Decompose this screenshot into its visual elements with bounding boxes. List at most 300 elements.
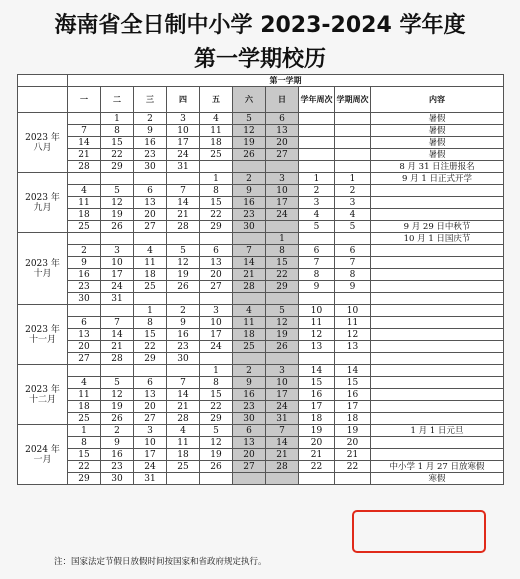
day-cell: 11 (68, 389, 101, 401)
day-cell: 23 (101, 461, 134, 473)
table-row (18, 401, 504, 413)
day-cell: 3 (101, 245, 134, 257)
day-cell: 16 (101, 449, 134, 461)
table-row (18, 449, 504, 461)
day-cell: 26 (200, 461, 233, 473)
semester-week-cell: 12 (335, 329, 371, 341)
day-cell: 10 (101, 257, 134, 269)
table-row (18, 461, 504, 473)
day-cell: 12 (167, 257, 200, 269)
table-row (18, 149, 504, 161)
day-cell (233, 353, 266, 365)
day-cell: 18 (233, 329, 266, 341)
day-cell: 6 (134, 377, 167, 389)
day-cell: 18 (134, 269, 167, 281)
month-label (18, 365, 68, 425)
day-cell: 15 (101, 137, 134, 149)
day-cell: 15 (134, 329, 167, 341)
day-cell: 12 (200, 437, 233, 449)
day-cell: 29 (101, 161, 134, 173)
school-week-cell: 12 (299, 329, 335, 341)
table-row (18, 317, 504, 329)
school-week-cell: 10 (299, 305, 335, 317)
semester-week-cell: 16 (335, 389, 371, 401)
header-corner (18, 75, 68, 87)
day-cell: 19 (101, 209, 134, 221)
day-cell: 26 (101, 221, 134, 233)
day-cell: 17 (167, 137, 200, 149)
semester-week-cell: 10 (335, 305, 371, 317)
content-header: 内容 (371, 87, 504, 113)
day-cell: 26 (167, 281, 200, 293)
day-cell: 25 (68, 221, 101, 233)
day-cell: 2 (233, 173, 266, 185)
day-cell: 4 (68, 185, 101, 197)
day-cell (167, 233, 200, 245)
semester-week-cell (335, 473, 371, 485)
day-cell: 4 (233, 305, 266, 317)
table-row (18, 281, 504, 293)
day-cell: 19 (200, 449, 233, 461)
semester-week-cell (335, 233, 371, 245)
day-cell: 27 (266, 149, 299, 161)
content-cell: 暑假 (371, 113, 504, 125)
day-cell: 13 (134, 389, 167, 401)
school-week-cell: 1 (299, 173, 335, 185)
day-cell: 22 (134, 341, 167, 353)
day-cell (68, 365, 101, 377)
day-cell: 8 (68, 437, 101, 449)
day-cell: 15 (200, 197, 233, 209)
day-cell: 14 (233, 257, 266, 269)
content-cell (371, 449, 504, 461)
table-row (18, 353, 504, 365)
semester-week-cell: 2 (335, 185, 371, 197)
month-year: 2023 年 (25, 384, 60, 395)
semester-week-cell: 11 (335, 317, 371, 329)
day-cell: 24 (134, 461, 167, 473)
day-cell: 7 (167, 377, 200, 389)
day-cell: 16 (68, 269, 101, 281)
month-name: 十一月 (28, 334, 56, 345)
day-cell: 14 (167, 389, 200, 401)
month-name: 十二月 (28, 394, 56, 405)
semester-week-cell (335, 125, 371, 137)
table-row (18, 413, 504, 425)
day-cell: 23 (68, 281, 101, 293)
semester-week-cell: 5 (335, 221, 371, 233)
semester-week-header: 学期周次 (335, 87, 371, 113)
table-row (18, 173, 504, 185)
day-cell: 7 (68, 125, 101, 137)
day-cell: 22 (200, 401, 233, 413)
day-cell: 24 (266, 401, 299, 413)
day-cell: 4 (68, 377, 101, 389)
day-cell: 8 (266, 245, 299, 257)
table-row (18, 161, 504, 173)
weekday-header: 四 (167, 87, 200, 113)
table-row (18, 113, 504, 125)
content-cell (371, 353, 504, 365)
day-cell: 13 (233, 437, 266, 449)
day-cell (68, 113, 101, 125)
month-label (18, 173, 68, 233)
day-cell: 30 (134, 161, 167, 173)
day-cell: 27 (233, 461, 266, 473)
day-cell (233, 473, 266, 485)
content-cell (371, 269, 504, 281)
day-cell: 25 (233, 341, 266, 353)
day-cell (200, 473, 233, 485)
day-cell: 21 (266, 449, 299, 461)
day-cell: 26 (266, 341, 299, 353)
day-cell: 12 (101, 389, 134, 401)
day-cell: 13 (134, 197, 167, 209)
table-row (18, 257, 504, 269)
day-cell: 30 (233, 221, 266, 233)
semester-week-cell: 22 (335, 461, 371, 473)
month-name: 九月 (33, 202, 52, 213)
content-cell (371, 209, 504, 221)
day-cell: 27 (68, 353, 101, 365)
day-cell: 2 (167, 305, 200, 317)
day-cell: 1 (101, 113, 134, 125)
day-cell: 9 (101, 437, 134, 449)
table-row (18, 137, 504, 149)
day-cell (134, 365, 167, 377)
day-cell: 9 (134, 125, 167, 137)
day-cell: 16 (233, 197, 266, 209)
day-cell: 4 (167, 425, 200, 437)
semester-week-cell: 3 (335, 197, 371, 209)
semester-week-cell (335, 293, 371, 305)
content-cell (371, 281, 504, 293)
day-cell: 13 (200, 257, 233, 269)
day-cell: 18 (200, 137, 233, 149)
school-week-cell (299, 125, 335, 137)
day-cell: 2 (68, 245, 101, 257)
day-cell: 9 (167, 317, 200, 329)
month-name: 一月 (33, 454, 52, 465)
month-label (18, 113, 68, 173)
day-cell: 21 (101, 341, 134, 353)
day-cell: 28 (233, 281, 266, 293)
school-week-cell (299, 353, 335, 365)
day-cell (101, 173, 134, 185)
day-cell: 29 (200, 221, 233, 233)
school-week-cell: 15 (299, 377, 335, 389)
header-blank (18, 87, 68, 113)
day-cell (167, 365, 200, 377)
weekday-header: 二 (101, 87, 134, 113)
day-cell: 29 (68, 473, 101, 485)
month-year: 2024 年 (25, 444, 60, 455)
day-cell (266, 161, 299, 173)
day-cell (266, 293, 299, 305)
day-cell (200, 293, 233, 305)
table-row (18, 125, 504, 137)
semester-week-cell (335, 161, 371, 173)
day-cell: 19 (167, 269, 200, 281)
semester-week-cell: 6 (335, 245, 371, 257)
semester-week-cell (335, 149, 371, 161)
day-cell: 24 (101, 281, 134, 293)
day-cell: 20 (233, 449, 266, 461)
semester-header: 第一学期 (68, 75, 504, 87)
day-cell: 9 (68, 257, 101, 269)
day-cell: 15 (266, 257, 299, 269)
day-cell: 21 (167, 209, 200, 221)
weekday-header: 五 (200, 87, 233, 113)
page-subtitle: 第一学期校历 (193, 47, 326, 72)
day-cell: 25 (200, 149, 233, 161)
day-cell (134, 173, 167, 185)
day-cell: 1 (134, 305, 167, 317)
table-row (18, 221, 504, 233)
day-cell: 3 (200, 305, 233, 317)
day-cell: 10 (200, 317, 233, 329)
day-cell: 28 (266, 461, 299, 473)
day-cell: 3 (134, 425, 167, 437)
semester-week-cell: 14 (335, 365, 371, 377)
day-cell: 17 (134, 449, 167, 461)
table-row (18, 293, 504, 305)
day-cell: 28 (101, 353, 134, 365)
content-cell (371, 437, 504, 449)
content-cell: 暑假 (371, 149, 504, 161)
semester-week-cell: 9 (335, 281, 371, 293)
day-cell: 17 (200, 329, 233, 341)
day-cell: 16 (233, 389, 266, 401)
day-cell: 5 (101, 185, 134, 197)
content-cell (371, 365, 504, 377)
day-cell: 17 (266, 389, 299, 401)
day-cell: 25 (68, 413, 101, 425)
day-cell: 12 (101, 197, 134, 209)
day-cell (134, 293, 167, 305)
day-cell: 30 (233, 413, 266, 425)
day-cell (200, 161, 233, 173)
content-cell (371, 389, 504, 401)
day-cell: 13 (68, 329, 101, 341)
day-cell: 31 (101, 293, 134, 305)
weekday-header: 一 (68, 87, 101, 113)
table-row (18, 377, 504, 389)
day-cell: 7 (266, 425, 299, 437)
content-cell: 9 月 29 日中秋节 (371, 221, 504, 233)
day-cell: 25 (134, 281, 167, 293)
day-cell: 27 (200, 281, 233, 293)
day-cell: 21 (68, 149, 101, 161)
day-cell (266, 353, 299, 365)
semester-week-cell: 4 (335, 209, 371, 221)
day-cell: 16 (134, 137, 167, 149)
semester-week-cell (335, 113, 371, 125)
day-cell (233, 161, 266, 173)
footnote: 注：国家法定节假日放假时间按国家和省政府规定执行。 (54, 557, 267, 567)
day-cell: 6 (134, 185, 167, 197)
day-cell: 14 (266, 437, 299, 449)
semester-week-cell: 15 (335, 377, 371, 389)
day-cell (167, 173, 200, 185)
semester-week-cell (335, 353, 371, 365)
school-week-cell: 5 (299, 221, 335, 233)
day-cell: 23 (233, 209, 266, 221)
school-week-cell: 21 (299, 449, 335, 461)
school-week-cell: 18 (299, 413, 335, 425)
day-cell: 2 (134, 113, 167, 125)
day-cell (200, 233, 233, 245)
day-cell: 27 (134, 221, 167, 233)
table-row (18, 269, 504, 281)
school-week-cell: 2 (299, 185, 335, 197)
school-week-cell: 8 (299, 269, 335, 281)
table-row (18, 233, 504, 245)
school-week-cell: 7 (299, 257, 335, 269)
day-cell: 4 (134, 245, 167, 257)
table-row (18, 305, 504, 317)
day-cell: 24 (200, 341, 233, 353)
content-cell (371, 401, 504, 413)
content-cell: 10 月 1 日国庆节 (371, 233, 504, 245)
day-cell: 5 (167, 245, 200, 257)
day-cell: 11 (233, 317, 266, 329)
day-cell: 22 (68, 461, 101, 473)
table-row (18, 473, 504, 485)
day-cell: 10 (266, 377, 299, 389)
content-cell (371, 257, 504, 269)
day-cell (167, 473, 200, 485)
day-cell: 7 (233, 245, 266, 257)
winter-break-highlight (352, 510, 486, 553)
day-cell: 4 (200, 113, 233, 125)
day-cell: 30 (167, 353, 200, 365)
school-week-cell: 9 (299, 281, 335, 293)
weekday-header: 日 (266, 87, 299, 113)
month-name: 十月 (33, 268, 52, 279)
day-cell: 31 (266, 413, 299, 425)
day-cell: 3 (266, 365, 299, 377)
day-cell: 13 (266, 125, 299, 137)
semester-week-cell: 19 (335, 425, 371, 437)
day-cell (266, 221, 299, 233)
day-cell: 19 (266, 329, 299, 341)
day-cell: 29 (200, 413, 233, 425)
school-week-cell (299, 293, 335, 305)
day-cell: 28 (68, 161, 101, 173)
school-week-cell (299, 161, 335, 173)
day-cell: 20 (266, 137, 299, 149)
month-year: 2023 年 (25, 258, 60, 269)
day-cell: 18 (68, 401, 101, 413)
school-week-cell: 20 (299, 437, 335, 449)
day-cell: 29 (134, 353, 167, 365)
day-cell: 6 (233, 425, 266, 437)
school-week-header: 学年周次 (299, 87, 335, 113)
month-label (18, 305, 68, 365)
day-cell: 5 (266, 305, 299, 317)
semester-week-cell: 7 (335, 257, 371, 269)
day-cell: 28 (167, 413, 200, 425)
school-week-cell (299, 137, 335, 149)
day-cell (134, 233, 167, 245)
day-cell: 27 (134, 413, 167, 425)
month-year: 2023 年 (25, 192, 60, 203)
day-cell: 12 (266, 317, 299, 329)
day-cell: 6 (266, 113, 299, 125)
day-cell: 30 (101, 473, 134, 485)
day-cell: 5 (101, 377, 134, 389)
school-week-cell: 4 (299, 209, 335, 221)
day-cell: 24 (167, 149, 200, 161)
day-cell: 20 (134, 209, 167, 221)
content-cell: 中小学 1 月 27 日放寒假 (371, 461, 504, 473)
day-cell: 17 (266, 197, 299, 209)
day-cell (101, 365, 134, 377)
day-cell: 10 (266, 185, 299, 197)
day-cell: 9 (233, 185, 266, 197)
day-cell: 5 (200, 425, 233, 437)
content-cell: 8 月 31 日注册报名 (371, 161, 504, 173)
month-label (18, 233, 68, 305)
day-cell: 1 (266, 233, 299, 245)
day-cell (101, 233, 134, 245)
table-row (18, 185, 504, 197)
month-year: 2023 年 (25, 324, 60, 335)
day-cell: 22 (266, 269, 299, 281)
day-cell: 14 (167, 197, 200, 209)
content-cell: 9 月 1 日正式开学 (371, 173, 504, 185)
day-cell: 19 (101, 401, 134, 413)
day-cell (266, 473, 299, 485)
semester-week-cell: 18 (335, 413, 371, 425)
content-cell (371, 377, 504, 389)
day-cell: 21 (233, 269, 266, 281)
weekday-header: 六 (233, 87, 266, 113)
day-cell: 11 (134, 257, 167, 269)
content-cell: 暑假 (371, 125, 504, 137)
month-label (18, 425, 68, 485)
day-cell: 11 (200, 125, 233, 137)
table-row (18, 209, 504, 221)
school-week-cell: 22 (299, 461, 335, 473)
day-cell: 14 (68, 137, 101, 149)
day-cell: 2 (101, 425, 134, 437)
day-cell: 14 (101, 329, 134, 341)
calendar-table (17, 74, 504, 485)
day-cell: 5 (233, 113, 266, 125)
day-cell: 23 (233, 401, 266, 413)
day-cell (167, 293, 200, 305)
day-cell: 31 (167, 161, 200, 173)
day-cell: 8 (101, 125, 134, 137)
school-week-cell (299, 473, 335, 485)
school-week-cell: 6 (299, 245, 335, 257)
day-cell: 22 (101, 149, 134, 161)
day-cell: 3 (266, 173, 299, 185)
day-cell: 11 (68, 197, 101, 209)
school-week-cell: 11 (299, 317, 335, 329)
content-cell (371, 341, 504, 353)
school-week-cell: 14 (299, 365, 335, 377)
day-cell: 11 (167, 437, 200, 449)
day-cell: 28 (167, 221, 200, 233)
day-cell: 31 (134, 473, 167, 485)
school-week-cell (299, 233, 335, 245)
day-cell: 17 (101, 269, 134, 281)
day-cell: 1 (68, 425, 101, 437)
table-row (18, 437, 504, 449)
